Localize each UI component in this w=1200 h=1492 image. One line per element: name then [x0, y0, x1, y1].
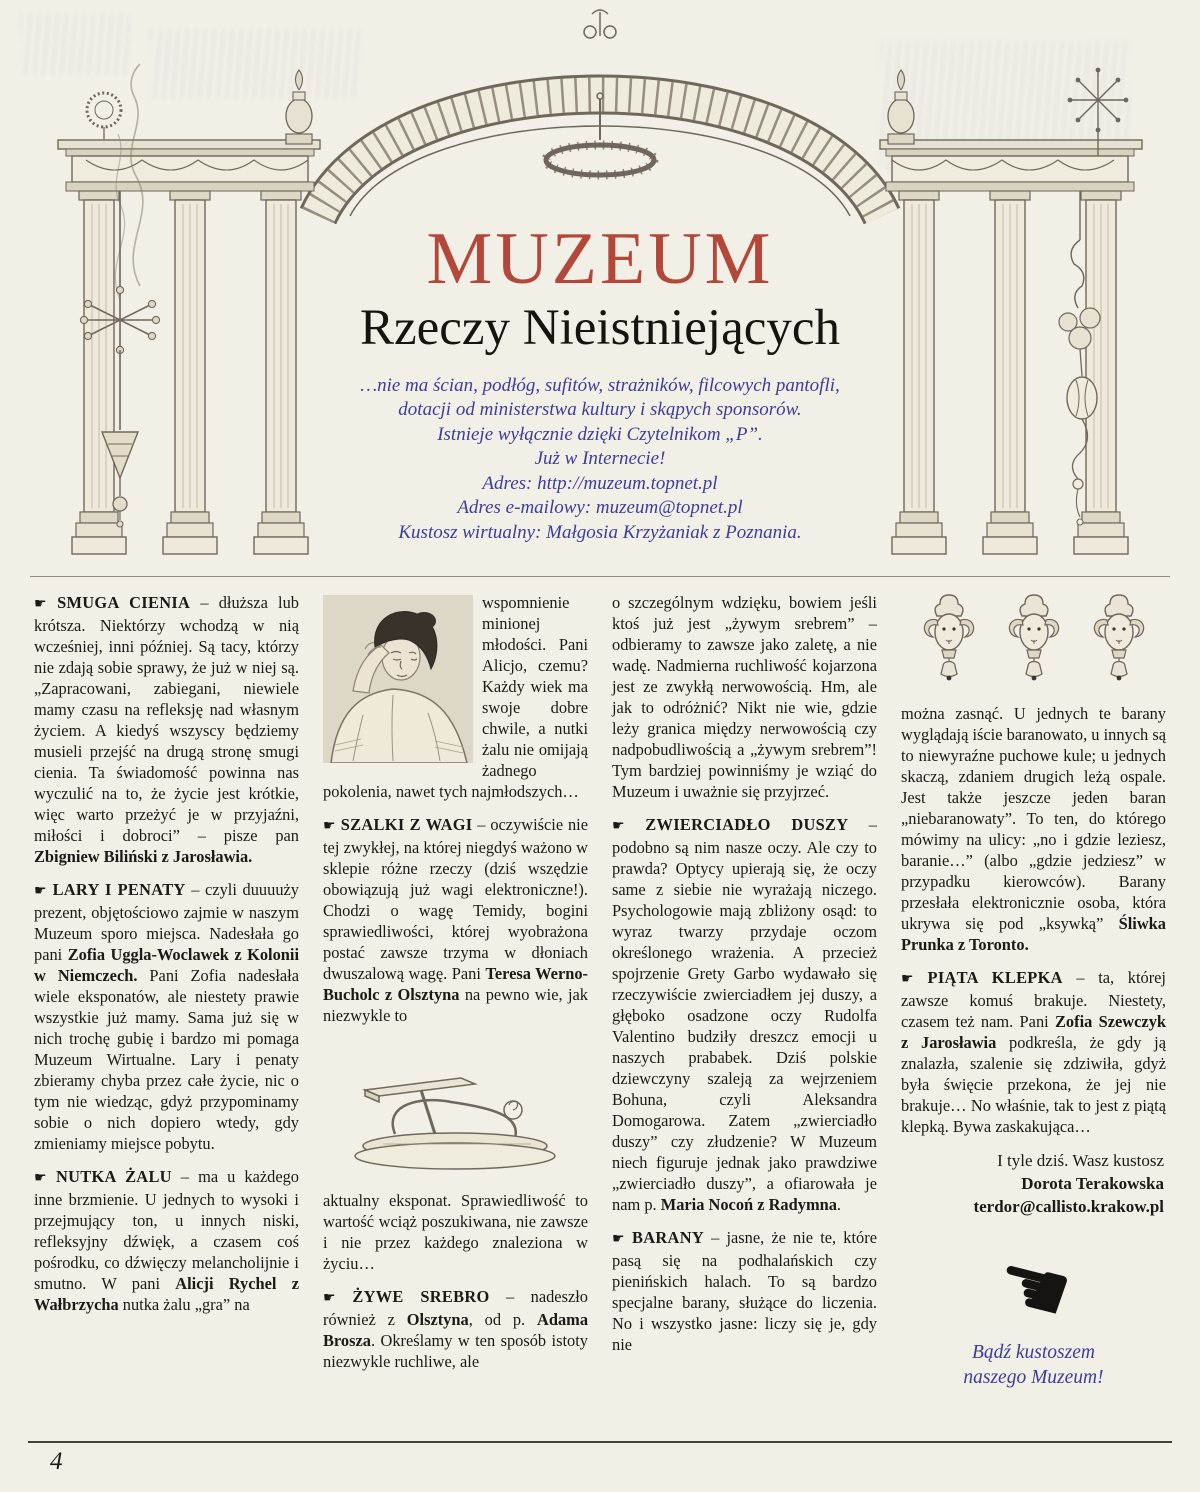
bold-name: Maria Nocoń z Radymna: [660, 1195, 837, 1214]
signature-line: terdor@callisto.krakow.pl: [973, 1197, 1164, 1216]
signature-block: [901, 1149, 1164, 1218]
woman-engraving: [323, 595, 473, 763]
body-text: można zasnąć. U jednych te barany wyglądają iście baranowato, u innych są to niewyraźne puchowe kule; u jednych skaczą, zdaniem drugich leżą ospale. Jest także jeszcze jeden baran „niebaranowaty”. To ten, do którego mówimy na ulicy: „no i gdzie leziesz, baranie…” (albo „gdzie jedziesz” w przypadku kierowców). Barany przesłała elektronicznie osoba, która ukrywa się pod „ksywką”: [901, 704, 1166, 933]
article-title: NUTKA ŻALU: [55, 1167, 172, 1186]
be-curator-caption: [901, 1340, 1166, 1390]
body-text: – jasne, że nie te, które pasą się na podhalańskich czy pienińskich halach. To są bardzo specjalne barany, służące do liczenia. No i wszystko jasne: liczy się je, gdy nie: [612, 1228, 877, 1354]
body-text: wspomnienie minionej młodości. Pani Alicjo, czemu? Każdy wiek ma swoje dobre chwile, a nutki żalu nie omijają żadnego pokolenia, nawet tych najmłodszych…: [323, 593, 588, 801]
article-title: LARY I PENATY: [52, 880, 186, 899]
intro-line: Już w Internecie!: [534, 448, 666, 470]
caption-line: Bądź kustoszem: [972, 1342, 1095, 1363]
masthead: [0, 218, 1200, 545]
body-text: – oczywiście nie tej zwykłej, na której niegdyś ważono w sklepie różne rzeczy (dziś wszędzie obowiązują już wagi elektroniczne!). Chodzi o wagę Temidy, bogini sprawiedliwości, której wyobrażona postać zawsze trzyma w dłoniach dwuszalową wagę. Pani: [323, 815, 588, 983]
bold-name: Zbigniew Biliński z Jarosławia.: [34, 847, 253, 866]
article-title: SZALKI Z WAGI: [340, 815, 473, 834]
body-text: .: [836, 1195, 842, 1214]
body-text: – ma u każdego inne brzmienie. U jednych to wysoki i przejmujący ton, u innych niski, refleksyjny dźwięk, a czasem coś pośrodku, co dźwięczy melancholijnie i smutno. W pani: [34, 1167, 299, 1293]
header: [0, 0, 1200, 578]
footer-rule: [28, 1441, 1172, 1443]
pointing-hand-glyph: ☚: [985, 1231, 1082, 1345]
pointing-hand-icon: [901, 1231, 1166, 1345]
continuation-paragraph: [323, 1190, 588, 1274]
body-text: Pani Zofia nadesłała wiele eksponatów, ale niestety prawie wszystkie już mamy. Sama już się w nich trochę gubię i bardzo mi pomaga Muzeum Wirtualne. Lary i penaty zbieramy chyba przez całe życie, nic o tym nie wiedząc, gdyż przypominamy sobie o nich dopiero wtedy, gdy zmieniamy miejsce pobytu.: [34, 966, 299, 1153]
pointing-finger-icon: ☛: [901, 971, 928, 987]
body-text: , od p.: [468, 1310, 538, 1329]
bold-name: Olsztyna: [406, 1310, 469, 1329]
body-text: – nadeszło również z: [323, 1287, 588, 1329]
column-1: [34, 592, 299, 1390]
intro-line: dotacji od ministerstwa kultury i skąpych sponsorów.: [398, 399, 802, 421]
intro-line: Kustosz wirtualny: Małgosia Krzyżaniak z Poznania.: [398, 521, 802, 543]
three-rams-engraving: [904, 594, 1164, 686]
header-rule: [30, 576, 1170, 577]
bold-name: Śliwka Prunka z Toronto.: [901, 914, 1166, 954]
continuation-paragraph: [612, 592, 877, 802]
body-text: – podobno są nim nasze oczy. Ale czy to prawda? Optycy upierają się, że oczy same z siebie nie wyrażają niczego. Psychologowie mają zbliżony osąd: to wyraz twarzy przydaje oczom określonego wrażenia. A przecież spojrzenie Grety Garbo wydawało się rzeczywiście zwierciadłem jej duszy, a głęboko osadzone oczy Rudolfa Valentino budziły dreszcz emocji u naszych prababek. Dziś polskie dziewczyny szaleją za wejrzeniem Bohuna, czyli Aleksandra Domogarowa. Zatem „zwierciadło duszy” czy złudzenie? W Muzeum niech figuruje jednak jako prawdziwe „zwierciadło duszy”, a ofiarowała je nam p.: [612, 815, 877, 1214]
pointing-finger-icon: ☛: [34, 883, 53, 899]
ram-heads-illustration: [901, 594, 1166, 691]
article-title: ŻYWE SREBRO: [352, 1287, 490, 1306]
bold-name: Alicji Rychel z Wałbrzycha: [34, 1274, 299, 1314]
body-text: podkreśla, że gdy ją znalazła, szalenie się zdziwiła, gdyż była święcie przekona, że jej nie brakuje… No właśnie, tak to jest z piątą klepką. Bywa zaskakująca…: [901, 1033, 1166, 1136]
pointing-finger-icon: ☛: [34, 1170, 56, 1186]
bold-name: Adama Brosza: [323, 1310, 589, 1350]
intro-line: Adres: http://muzeum.topnet.pl: [482, 472, 718, 494]
pointing-finger-icon: ☛: [323, 1290, 353, 1306]
caption-line: naszego Muzeum!: [963, 1367, 1104, 1388]
intro-line: …nie ma ścian, podłóg, sufitów, strażników, filcowych pantofli,: [360, 374, 840, 396]
body-text: nutka żalu „gra” na: [118, 1295, 250, 1314]
page-title: MUZEUM: [426, 218, 774, 300]
intro-line: Adres e-mailowy: muzeum@topnet.pl: [457, 497, 743, 519]
columns: [0, 578, 1200, 1390]
article-piata-klepka: [901, 967, 1166, 1137]
body-text: aktualny eksponat. Sprawiedliwość to wartość wciąż poszukiwana, nie zawsze i nie przez każdego znaleziona w życiu…: [323, 1191, 588, 1273]
column-4: [901, 592, 1166, 1390]
article-szalki-z-wagi: [323, 814, 588, 1026]
continuation-paragraph: [901, 703, 1166, 955]
pointing-finger-icon: ☛: [612, 1231, 633, 1247]
body-text: – ta, której zawsze komuś brakuje. Niestety, czasem też nam. Pani: [901, 968, 1166, 1031]
signature-line: I tyle dziś. Wasz kustosz: [997, 1151, 1164, 1170]
article-lary-i-penaty: [34, 879, 299, 1154]
column-2: [323, 592, 588, 1390]
article-title: PIĄTA KLEPKA: [927, 968, 1063, 987]
pointing-finger-icon: ☛: [34, 596, 58, 612]
intro-line: Istnieje wyłącznie dzięki Czytelnikom „P”.: [437, 423, 763, 445]
page-number: 4: [50, 1448, 63, 1475]
article-title: ZWIERCIADŁO DUSZY: [645, 815, 849, 834]
intro-block: [0, 374, 1200, 546]
page-subtitle: Rzeczy Nieistniejących: [359, 300, 841, 356]
article-smuga-cienia: [34, 592, 299, 867]
bold-name: Zofia Uggla-Woclawek z Kolonii w Niemczech.: [34, 945, 300, 985]
bold-name: Teresa Werno-Bucholc z Olsztyna: [323, 964, 588, 1004]
body-text: na pewno wie, jak niezwykle to: [323, 985, 588, 1025]
article-zwierciadlo-duszy: [612, 814, 877, 1215]
column-3: [612, 592, 877, 1390]
article-barany: [612, 1227, 877, 1355]
signature-line: Dorota Terakowska: [1021, 1174, 1164, 1193]
article-nutka-zalu: [34, 1166, 299, 1315]
body-text: o szczególnym wdzięku, bowiem jeśli ktoś już jest „żywym srebrem” – odbieramy to zawsze jako zaletę, a nie wadę. Nadmierna ruchliwość kojarzona jest ze zwykłą nerwowością. Hm, ale jak to odróżnić? Nikt nie wie, gdzie leży granica między nerwowością czy nadpobudliwością a „żywym srebrem”! Tym bardziej powinniśmy je wziąć do Muzeum i uważnie się przyjrzeć.: [612, 593, 877, 801]
pointing-finger-icon: ☛: [323, 818, 341, 834]
article-title: BARANY: [632, 1228, 704, 1247]
balance-scale-illustration: [343, 1038, 568, 1178]
balance-scale-engraving: [343, 1038, 568, 1173]
article-title: SMUGA CIENIA: [57, 593, 191, 612]
article-zywe-srebro: [323, 1286, 588, 1372]
pointing-finger-icon: ☛: [612, 818, 646, 834]
body-text: . Określamy w ten sposób istoty niezwykle ruchliwe, ale: [323, 1331, 588, 1371]
woman-illustration: [323, 595, 473, 763]
body-text: – dłuższa lub krótsza. Niektórzy wchodzą w nią wcześniej, inni później. Są tacy, którzy nie zdają sobie sprawy, że już w niej są. „Zapracowani, zabiegani, niewiele mamy czasu na refleksję nad własnym życiem. A kiedyś wszyscy będziemy musieli przejść na drugą stronę smugi cienia. Ta świadomość powinna nas wyczulić na to, że życie jest krótkie, więc warto przeżyć je w przyjaźni, miłości i dobroci” – pisze pan: [34, 593, 299, 845]
body-text: – czyli duuuuży prezent, objętościowo zajmie w naszym Muzeum sporo miejsca. Nadesłała go pani: [34, 880, 299, 964]
bold-name: Zofia Szewczyk z Jarosławia: [901, 1012, 1166, 1052]
